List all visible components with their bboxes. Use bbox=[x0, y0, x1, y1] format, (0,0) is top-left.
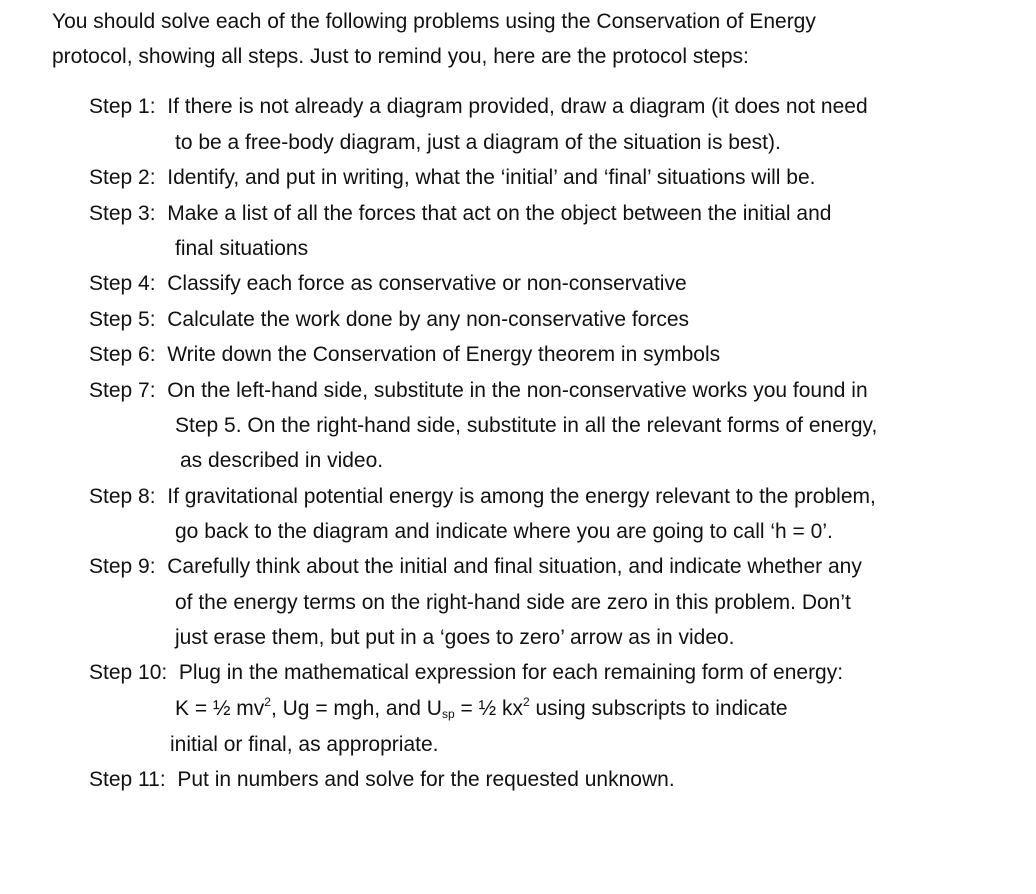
step-1-continuation: to be a free-body diagram, just a diagram of the situation is best). bbox=[175, 131, 781, 154]
superscript-2: 2 bbox=[264, 695, 271, 709]
intro-line-2: protocol, showing all steps. Just to remind you, here are the protocol steps: bbox=[52, 45, 749, 68]
step-5 bbox=[89, 302, 1009, 338]
step-label: Step 7: bbox=[89, 379, 156, 402]
step-label: Step 8: bbox=[89, 485, 156, 508]
step-10-formula-line bbox=[175, 691, 788, 727]
step-10 bbox=[89, 655, 1009, 691]
step-9 bbox=[89, 549, 1009, 585]
step-label: Step 2: bbox=[89, 166, 156, 189]
step-text: Calculate the work done by any non-conservative forces bbox=[167, 308, 690, 331]
step-3-continuation: final situations bbox=[175, 237, 309, 260]
step-4 bbox=[89, 266, 1009, 302]
step-11 bbox=[89, 762, 1009, 798]
step-text: Plug in the mathematical expression for each remaining form of energy: bbox=[178, 661, 844, 684]
step-label: Step 9: bbox=[89, 555, 156, 578]
step-6 bbox=[89, 337, 1009, 373]
step-text: Carefully think about the initial and final situation, and indicate whether any bbox=[167, 555, 862, 578]
step-10-continuation: initial or final, as appropriate. bbox=[170, 733, 439, 756]
step-label: Step 10: bbox=[89, 661, 168, 684]
step-text: Write down the Conservation of Energy theorem in symbols bbox=[167, 343, 721, 366]
kinetic-energy-formula: K = ½ mv bbox=[175, 697, 265, 720]
intro-paragraph bbox=[52, 4, 1012, 74]
step-label: Step 6: bbox=[89, 343, 156, 366]
spring-energy-formula: = ½ kx bbox=[454, 697, 523, 720]
step-9-continuation-2: just erase them, but put in a ‘goes to zero’ arrow as in video. bbox=[175, 626, 735, 649]
step-text: If gravitational potential energy is among the energy relevant to the problem, bbox=[167, 485, 876, 508]
intro-line-1: You should solve each of the following problems using the Conservation of Energy bbox=[52, 10, 816, 33]
step-text: Put in numbers and solve for the requested unknown. bbox=[177, 768, 675, 791]
step-1 bbox=[89, 89, 1009, 125]
step-7-continuation-1: Step 5. On the right-hand side, substitute in all the relevant forms of energy, bbox=[175, 414, 878, 437]
step-7 bbox=[89, 373, 1009, 409]
superscript-2: 2 bbox=[522, 695, 530, 709]
step-text: Identify, and put in writing, what the ‘initial’ and ‘final’ situations will be. bbox=[167, 166, 816, 189]
formula-tail: using subscripts to indicate bbox=[529, 697, 788, 720]
step-7-continuation-2: as described in video. bbox=[180, 449, 384, 472]
step-3 bbox=[89, 196, 1009, 232]
step-9-continuation-1: of the energy terms on the right-hand side are zero in this problem. Don’t bbox=[175, 591, 851, 614]
step-label: Step 4: bbox=[89, 272, 156, 295]
step-label: Step 5: bbox=[89, 308, 156, 331]
step-8-continuation: go back to the diagram and indicate where you are going to call ‘h = 0’. bbox=[175, 520, 833, 543]
step-label: Step 11: bbox=[89, 768, 166, 791]
gravitational-energy-formula: , Ug = mgh, and U bbox=[270, 697, 442, 720]
step-2 bbox=[89, 160, 1009, 196]
step-text: On the left-hand side, substitute in the non-conservative works you found in bbox=[167, 379, 868, 402]
subscript-sp: sp bbox=[441, 707, 455, 721]
step-text: Classify each force as conservative or non-conservative bbox=[167, 272, 687, 295]
step-text: If there is not already a diagram provided, draw a diagram (it does not need bbox=[167, 95, 868, 118]
step-text: Make a list of all the forces that act on the object between the initial and bbox=[167, 202, 832, 225]
step-label: Step 1: bbox=[89, 95, 156, 118]
step-label: Step 3: bbox=[89, 202, 156, 225]
step-8 bbox=[89, 479, 1009, 515]
